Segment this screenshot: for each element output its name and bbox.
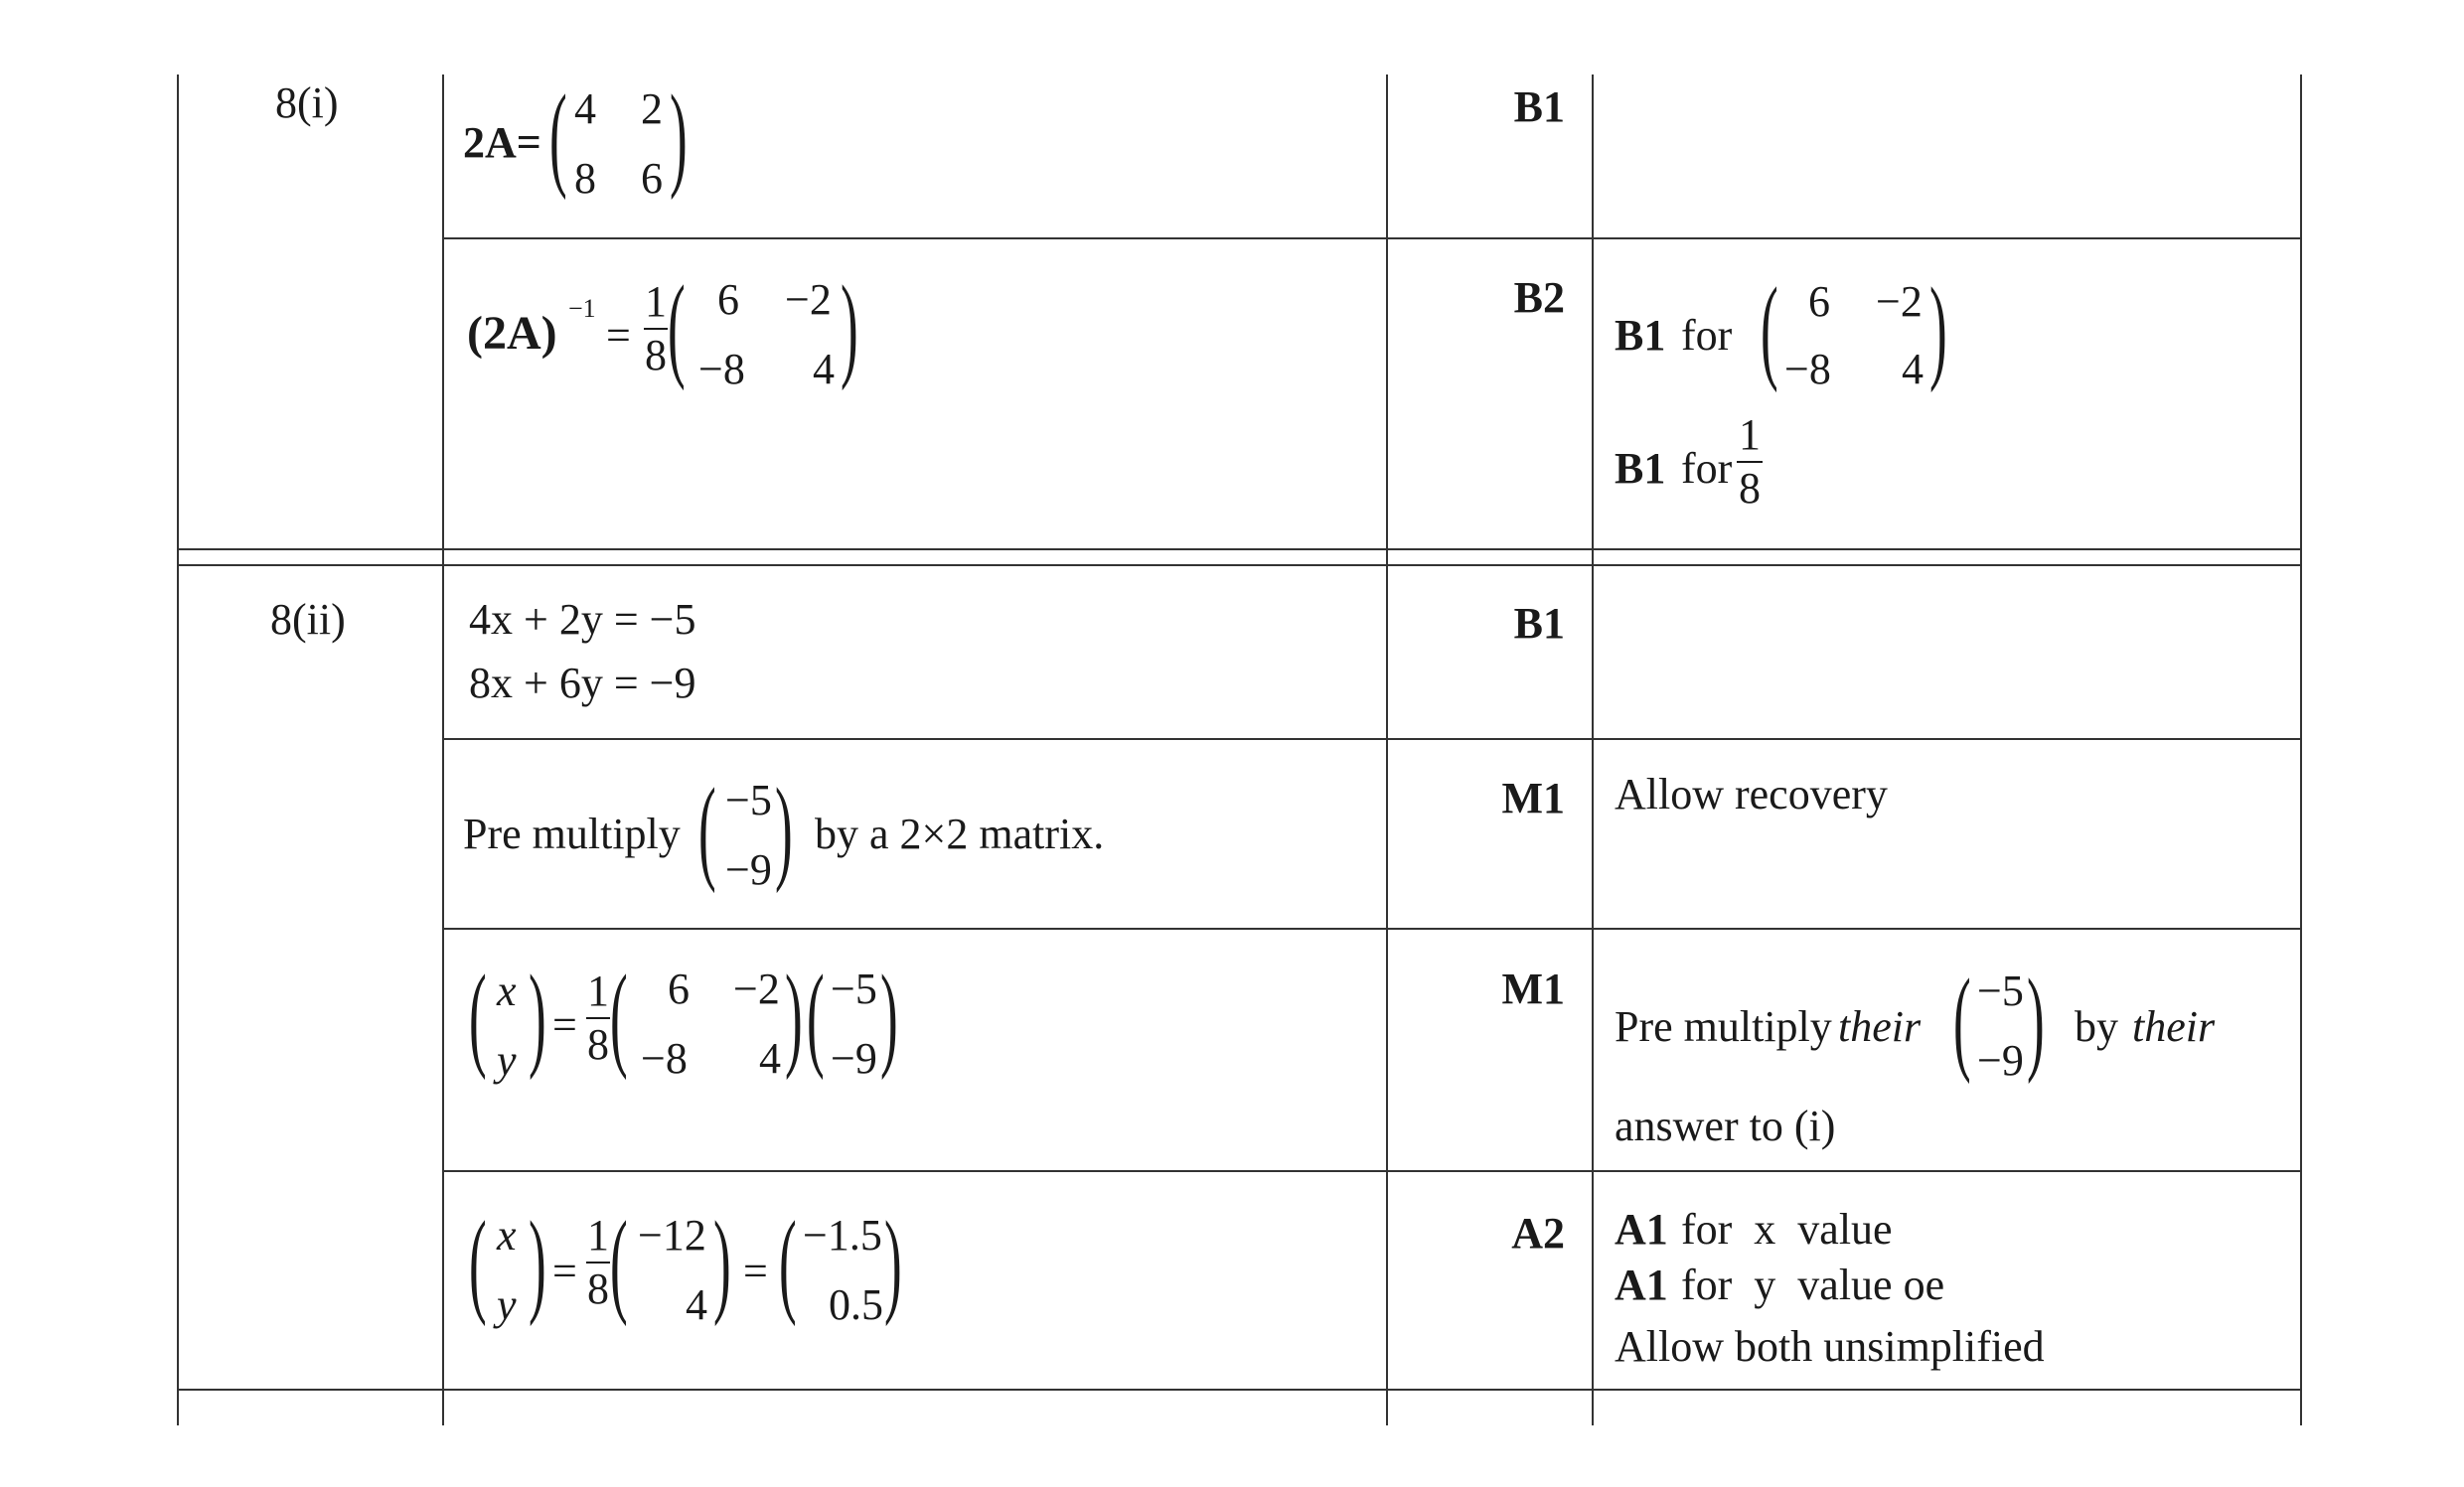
matrix-bracket: ) xyxy=(841,261,858,391)
question-number: 8(i) xyxy=(275,78,339,127)
matrix-cell: 6 xyxy=(717,275,739,324)
guidance-text: Allow both unsimplified xyxy=(1615,1322,2045,1371)
guidance-mark: A1 xyxy=(1615,1205,1668,1254)
vector-cell: 0.5 xyxy=(829,1280,883,1329)
mark: B2 xyxy=(1513,273,1565,322)
equals: = xyxy=(606,311,631,360)
guidance-text: answer to (i) xyxy=(1615,1102,1836,1150)
matrix-bracket: ( xyxy=(668,261,686,391)
vector-cell: y xyxy=(497,1280,517,1329)
row-divider xyxy=(442,738,2302,740)
guidance-text: for y value oe xyxy=(1681,1261,1945,1309)
vector-bracket: ) xyxy=(2027,955,2045,1085)
vector-cell: −1.5 xyxy=(803,1211,882,1260)
equals: = xyxy=(552,1000,577,1049)
matrix-cell: −2 xyxy=(1876,277,1923,326)
fraction: 1 8 xyxy=(645,277,667,379)
matrix-cell: −8 xyxy=(1784,345,1831,393)
guidance-text: their xyxy=(1838,1002,1922,1051)
matrix-bracket: ( xyxy=(1761,263,1778,393)
equation: 4x + 2y = −5 xyxy=(469,595,696,644)
mark: M1 xyxy=(1501,774,1565,822)
vector-cell: 4 xyxy=(686,1280,707,1329)
equals: = xyxy=(552,1247,577,1295)
vector-bracket: ( xyxy=(1953,955,1971,1085)
vector-bracket: ( xyxy=(469,1197,487,1327)
matrix-cell: −2 xyxy=(785,275,832,324)
mark: A2 xyxy=(1511,1209,1565,1258)
fraction: 1 8 xyxy=(587,1211,609,1313)
matrix-cell: −8 xyxy=(641,1034,688,1083)
answer-lhs: 2A= xyxy=(463,118,541,167)
row-divider xyxy=(442,928,2302,930)
matrix-bracket: ) xyxy=(670,71,688,201)
matrix-cell: 6 xyxy=(641,154,663,203)
matrix-cell: 6 xyxy=(668,965,690,1013)
answer-text: by a 2×2 matrix. xyxy=(815,810,1105,858)
table-border-left xyxy=(177,74,179,1425)
section-divider xyxy=(177,548,2302,550)
row-divider xyxy=(442,1170,2302,1172)
vector-cell: −5 xyxy=(831,965,877,1013)
vector-cell: −12 xyxy=(638,1211,706,1260)
vector-bracket: ( xyxy=(610,1197,628,1327)
guidance-text: Allow recovery xyxy=(1615,770,1888,818)
question-number: 8(ii) xyxy=(270,595,346,644)
vector-cell: y xyxy=(497,1036,517,1085)
guidance-mark: B1 xyxy=(1615,444,1666,493)
vector-bracket: ) xyxy=(880,951,898,1081)
vector-bracket: ( xyxy=(698,764,716,894)
mark: M1 xyxy=(1501,965,1565,1013)
table-border xyxy=(1386,74,1388,1425)
guidance-text: Pre multiply xyxy=(1615,1002,1832,1051)
matrix-bracket: ) xyxy=(1929,263,1947,393)
vector-bracket: ) xyxy=(884,1197,902,1327)
table-border xyxy=(442,74,444,1425)
table-border-right xyxy=(2300,74,2302,1425)
vector-cell: −9 xyxy=(1977,1036,2024,1085)
guidance-text: by xyxy=(2075,1002,2118,1051)
vector-bracket: ) xyxy=(713,1197,731,1327)
vector-cell: −9 xyxy=(831,1034,877,1083)
row-divider xyxy=(177,1389,2302,1391)
matrix-cell: −2 xyxy=(733,965,780,1013)
vector-cell: x xyxy=(497,967,517,1015)
matrix-cell: 8 xyxy=(574,154,596,203)
table-border xyxy=(1592,74,1594,1425)
matrix-bracket: ( xyxy=(549,71,567,201)
guidance-text: for x value xyxy=(1681,1205,1893,1254)
equation: 8x + 6y = −9 xyxy=(469,659,696,707)
section-divider xyxy=(177,564,2302,566)
vector-bracket: ( xyxy=(469,951,487,1081)
guidance-text: their xyxy=(2132,1002,2216,1051)
matrix-cell: −8 xyxy=(698,345,745,393)
matrix-cell: 2 xyxy=(641,84,663,133)
vector-bracket: ) xyxy=(775,764,793,894)
answer-exponent: −1 xyxy=(568,294,596,323)
guidance-mark: A1 xyxy=(1615,1261,1668,1309)
matrix-cell: 4 xyxy=(813,345,835,393)
matrix-cell: 6 xyxy=(1808,277,1830,326)
vector-bracket: ) xyxy=(529,1197,546,1327)
matrix-bracket: ( xyxy=(610,951,628,1081)
mark: B1 xyxy=(1513,82,1565,131)
vector-bracket: ( xyxy=(779,1197,797,1327)
guidance-text: for xyxy=(1681,311,1733,360)
matrix-cell: 4 xyxy=(759,1034,781,1083)
guidance-text: for xyxy=(1681,444,1733,493)
mark: B1 xyxy=(1513,599,1565,648)
matrix-cell: 4 xyxy=(574,84,596,133)
matrix-bracket: ) xyxy=(785,951,803,1081)
vector-cell: x xyxy=(497,1211,517,1260)
answer-text: Pre multiply xyxy=(463,810,681,858)
vector-bracket: ) xyxy=(529,951,546,1081)
vector-cell: −5 xyxy=(725,776,772,824)
vector-cell: −5 xyxy=(1977,967,2024,1015)
fraction: 1 8 xyxy=(1739,410,1761,513)
answer-lhs: (2A) xyxy=(467,307,557,360)
vector-cell: −9 xyxy=(725,845,772,894)
equals: = xyxy=(743,1247,768,1295)
row-divider xyxy=(442,237,2302,239)
guidance-mark: B1 xyxy=(1615,311,1666,360)
fraction: 1 8 xyxy=(587,967,609,1069)
vector-bracket: ( xyxy=(807,951,825,1081)
matrix-cell: 4 xyxy=(1902,345,1924,393)
